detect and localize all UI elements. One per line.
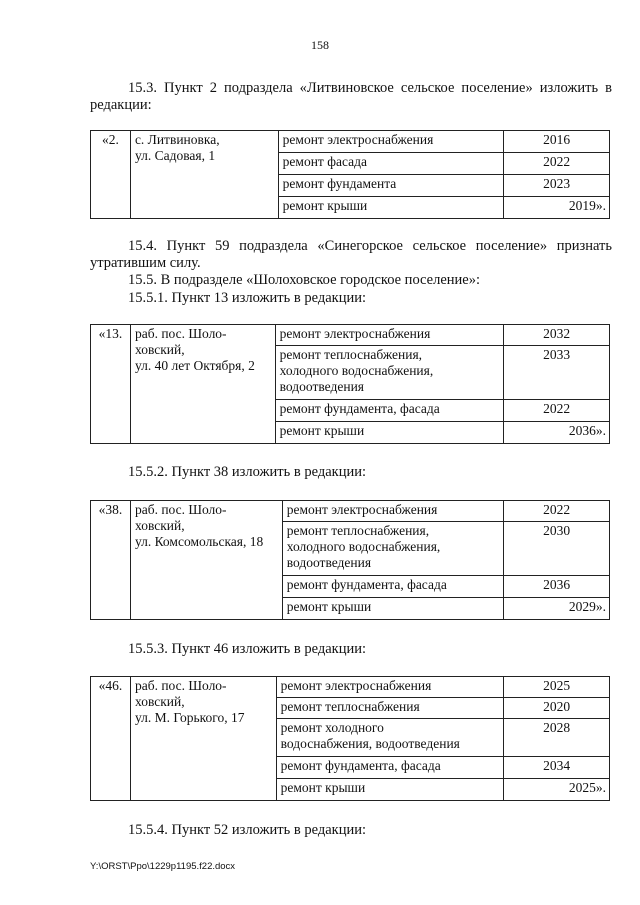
work-cell: ремонт электроснабжения [275,325,504,346]
year-cell: 2020 [504,698,610,719]
work-cell: ремонт электроснабжения [278,131,504,153]
page-number: 158 [311,38,329,52]
year-cell: 2019». [504,197,610,219]
year-cell: 2029». [504,598,610,620]
year-cell: 2032 [504,325,610,346]
table-item-46 [90,676,610,801]
table-item-2 [90,130,610,219]
paragraph-15-5-1: 15.5.1. Пункт 13 изложить в редакции: [128,290,367,306]
work-line: холодного водоснабжения, [286,539,441,554]
work-line: водоснабжения, водоотведения [280,736,460,751]
address-line: ул. Садовая, 1 [134,148,216,163]
work-line: водоотведения [286,555,372,570]
work-cell: ремонт фундамента [278,175,504,197]
table-item-38 [90,500,610,620]
year-cell: 2023 [504,175,610,197]
address-line: ховский, [134,694,185,709]
paragraph-15-4: 15.4. Пункт 59 подраздела «Синегорское сельское поселение» признать утратившим силу. [90,238,612,271]
work-cell: ремонт теплоснабжения [276,698,504,719]
item-number: «38. [91,501,131,620]
address-cell [130,501,282,620]
year-cell: 2022 [504,153,610,175]
item-number: «2. [91,131,131,219]
year-cell: 2028 [504,719,610,757]
work-line: ремонт холодного [280,720,384,735]
paragraph-15-3: 15.3. Пункт 2 подраздела «Литвиновское сельское поселение» изложить в редакции: [90,80,612,113]
address-cell [130,677,276,801]
work-line: водоотведения [279,379,365,394]
work-line: ремонт теплоснабжения, [286,523,430,538]
paragraph-15-5-2: 15.5.2. Пункт 38 изложить в редакции: [128,464,367,480]
work-line: ремонт теплоснабжения, [279,347,423,362]
work-cell: ремонт электроснабжения [276,677,504,698]
address-line: ул. Комсомольская, 18 [134,534,264,549]
work-cell [282,522,504,576]
year-cell: 2036». [504,422,610,444]
year-cell: 2034 [504,757,610,779]
year-cell: 2036 [504,576,610,598]
item-number: «46. [91,677,131,801]
work-cell: ремонт фундамента, фасада [275,400,504,422]
paragraph-15-5: 15.5. В подразделе «Шолоховское городское поселение»: [128,272,481,288]
work-cell: ремонт фундамента, фасада [282,576,504,598]
year-cell: 2025». [504,779,610,801]
address-line: с. Литвиновка, [134,132,220,147]
address-line: ул. М. Горького, 17 [134,710,245,725]
work-cell: ремонт крыши [282,598,504,620]
work-cell: ремонт фундамента, фасада [276,757,504,779]
work-cell [276,719,504,757]
address-line: ховский, [134,518,185,533]
address-line: ховский, [134,342,185,357]
address-line: раб. пос. Шоло- [134,502,227,517]
work-cell: ремонт крыши [275,422,504,444]
work-cell: ремонт крыши [278,197,504,219]
year-cell: 2022 [504,400,610,422]
table-item-13 [90,324,610,444]
work-cell [275,346,504,400]
address-cell [130,325,275,444]
work-cell: ремонт электроснабжения [282,501,504,522]
year-cell: 2016 [504,131,610,153]
year-cell: 2033 [504,346,610,400]
item-number: «13. [91,325,131,444]
paragraph-15-5-4: 15.5.4. Пункт 52 изложить в редакции: [128,822,367,838]
year-cell: 2025 [504,677,610,698]
address-cell [130,131,278,219]
work-line: холодного водоснабжения, [279,363,434,378]
address-line: раб. пос. Шоло- [134,326,227,341]
work-cell: ремонт фасада [278,153,504,175]
file-path-footer: Y:\ORST\Ppo\1229p1195.f22.docx [90,861,236,872]
paragraph-15-5-3: 15.5.3. Пункт 46 изложить в редакции: [128,641,367,657]
work-cell: ремонт крыши [276,779,504,801]
year-cell: 2022 [504,501,610,522]
address-line: ул. 40 лет Октября, 2 [134,358,255,373]
year-cell: 2030 [504,522,610,576]
address-line: раб. пос. Шоло- [134,678,227,693]
